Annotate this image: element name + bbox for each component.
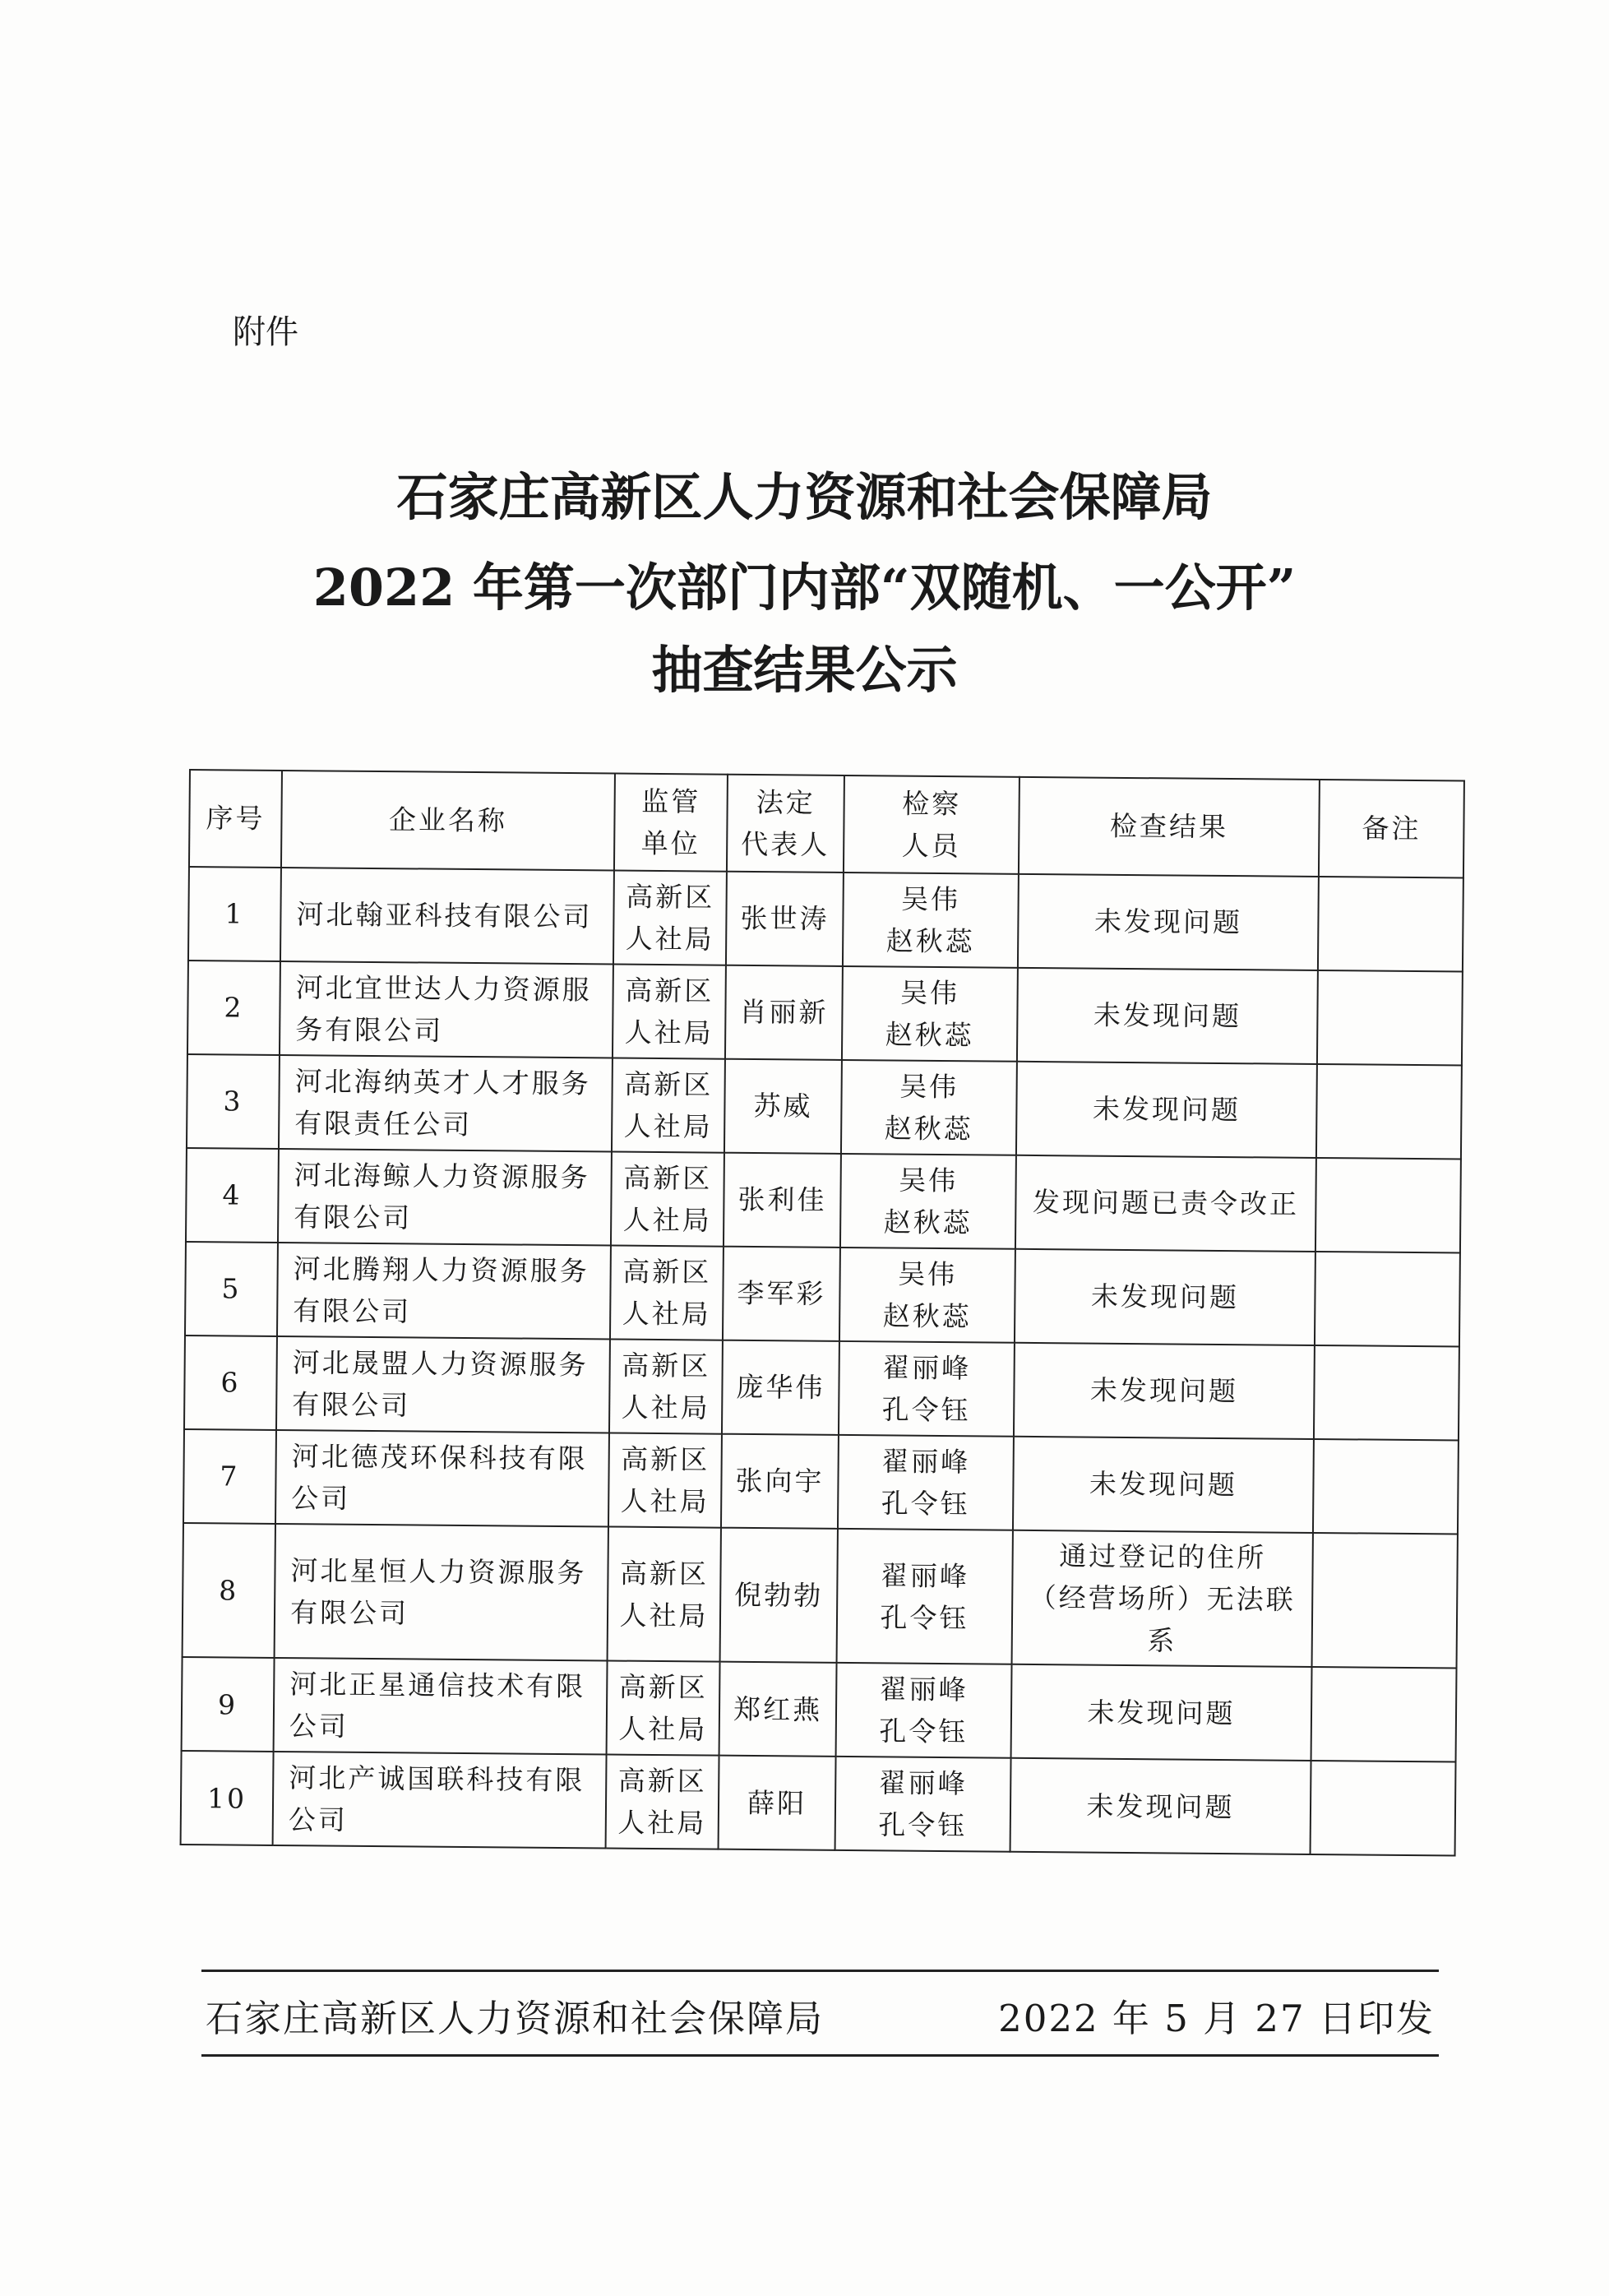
cell-inspector [840,1154,1016,1249]
supervisor-line2: 人社局 [622,1297,711,1331]
supervisor-line2: 人社局 [619,1599,709,1632]
cell-remarks [1315,1158,1461,1253]
supervisor-line1: 高新区 [623,1161,713,1195]
cell-result [1018,874,1319,970]
cell-seq: 1 [188,867,281,961]
table-row [185,1242,1460,1347]
result-line1: 通过登记的住所 [1059,1539,1267,1574]
result-line1: 未发现问题 [1093,999,1242,1033]
company-line1: 河北星恒人力资源服务 [290,1553,587,1589]
cell-inspector [837,1529,1013,1664]
cell-seq: 6 [184,1335,277,1430]
document-title-line-1: 石家庄高新区人力资源和社会保障局 [396,467,1213,527]
supervisor-line2: 人社局 [625,922,714,956]
supervisor-line1: 高新区 [621,1442,710,1476]
company-line1: 河北正星通信技术有限 [289,1668,586,1703]
header-inspector-line1: 检察 [901,787,962,821]
company-line2: 有限公司 [292,1388,411,1422]
company-line2: 公司 [288,1803,349,1837]
result-line1: 未发现问题 [1090,1280,1240,1314]
supervisor-line2: 人社局 [617,1807,707,1840]
cell-result [1016,1062,1317,1158]
inspector-line1: 吴伟 [898,1257,958,1291]
result-line2: （经营场所）无法联系 [1029,1581,1296,1657]
cell-supervisor [610,1245,724,1340]
supervisor-line1: 高新区 [617,1764,707,1798]
cell-inspector [835,1757,1011,1852]
cell-seq: 2 [187,961,280,1055]
footer-issuer: 石家庄高新区人力资源和社会保障局 [206,1997,825,2040]
result-line1: 未发现问题 [1087,1696,1236,1729]
cell-remarks [1312,1533,1458,1669]
cell-seq: 4 [186,1148,279,1243]
cell-legal-rep: 倪勃勃 [720,1528,838,1664]
inspector-line1: 吴伟 [899,976,960,1010]
cell-supervisor [608,1433,722,1527]
cell-legal-rep: 苏威 [724,1059,842,1154]
header-legal-rep [727,775,844,873]
table-row [184,1335,1459,1441]
cell-remarks [1317,970,1463,1066]
cell-seq: 3 [187,1054,280,1149]
header-supervisor [614,774,728,872]
inspector-line2: 孔令钰 [881,1487,970,1521]
result-line1: 未发现问题 [1089,1468,1238,1502]
supervisor-line1: 高新区 [624,1067,714,1101]
company-line1: 河北海纳英才人才服务 [294,1064,591,1100]
cell-legal-rep: 李军彩 [723,1247,840,1341]
cell-inspector [842,966,1018,1062]
cell-seq: 10 [181,1751,274,1845]
cell-result [1015,1155,1316,1252]
header-legal-rep-line2: 代表人 [741,827,830,861]
cell-company [276,1336,610,1433]
cell-supervisor [609,1339,723,1433]
cell-company [277,1243,611,1340]
result-line1: 未发现问题 [1089,1374,1239,1408]
company-line2: 有限公司 [294,1201,413,1234]
cell-seq: 8 [183,1523,275,1658]
document-title-line-3: 抽查结果公示 [651,640,958,700]
header-supervisor-line1: 监管 [641,785,701,818]
cell-result [1010,1758,1311,1854]
cell-result [1015,1249,1315,1345]
inspector-line1: 吴伟 [900,882,961,916]
cell-remarks [1314,1345,1459,1441]
company-line2: 公司 [289,1710,349,1743]
header-inspector [844,775,1019,874]
cell-company [274,1658,608,1755]
result-line1: 未发现问题 [1093,905,1243,939]
cell-result [1012,1530,1313,1668]
supervisor-line1: 高新区 [618,1670,708,1704]
cell-remarks [1311,1761,1456,1856]
cell-inspector [836,1663,1012,1758]
company-line1: 河北海鲸人力资源服务 [294,1158,590,1194]
cell-remarks [1315,1252,1460,1347]
company-line1: 河北腾翔人力资源服务 [293,1252,590,1288]
inspector-line2: 赵秋蕊 [885,924,975,958]
cell-supervisor [606,1755,719,1849]
cell-company [275,1430,609,1527]
cell-legal-rep: 张向宇 [721,1434,839,1529]
inspector-line1: 翟丽峰 [882,1351,972,1385]
inspector-line1: 翟丽峰 [878,1766,968,1800]
table-row [187,961,1463,1066]
cell-company [278,1149,612,1246]
supervisor-line1: 高新区 [625,880,715,914]
supervisor-line2: 人社局 [621,1391,710,1424]
inspector-line1: 翟丽峰 [881,1445,971,1479]
header-remarks-label: 备注 [1362,812,1422,845]
inspector-line2: 赵秋蕊 [885,1018,974,1052]
table-row [181,1751,1456,1856]
header-inspector-line2: 人员 [901,829,961,863]
company-line2: 有限责任公司 [294,1107,473,1141]
inspector-line2: 赵秋蕊 [884,1112,973,1146]
inspector-line2: 孔令钰 [878,1808,968,1842]
table-row [187,1054,1462,1160]
company-line2: 务有限公司 [295,1013,444,1047]
cell-legal-rep: 庞华伟 [722,1340,839,1435]
cell-legal-rep: 张利佳 [724,1153,841,1248]
company-line2: 有限公司 [289,1595,409,1630]
inspection-results-table [180,769,1465,1857]
cell-supervisor [608,1526,721,1662]
cell-remarks [1316,1064,1462,1160]
header-remarks [1319,780,1464,878]
supervisor-line1: 高新区 [625,974,714,1007]
inspector-line2: 孔令钰 [881,1393,971,1427]
cell-seq: 9 [182,1657,275,1752]
cell-company [275,1524,608,1661]
result-line1: 未发现问题 [1092,1093,1241,1127]
header-legal-rep-line1: 法定 [756,785,816,819]
company-line1: 河北宜世达人力资源服 [295,971,592,1007]
cell-legal-rep: 张世涛 [726,872,844,966]
cell-company [273,1752,607,1849]
inspector-line2: 赵秋蕊 [882,1299,972,1333]
cell-legal-rep: 郑红燕 [719,1662,837,1757]
inspector-line2: 孔令钰 [880,1601,969,1635]
company-line2: 公司 [291,1482,351,1515]
supervisor-line2: 人社局 [622,1203,712,1237]
header-company [281,771,615,871]
header-result-label: 检查结果 [1109,810,1229,844]
table-header-row [189,770,1464,878]
footer-issue-date: 2022 年 5 月 27 日印发 [998,1997,1435,2040]
annex-label: 附件 [233,313,298,351]
cell-remarks [1313,1439,1459,1535]
header-seq-label: 序号 [206,802,266,836]
company-line1: 河北产诚国联科技有限 [289,1761,585,1797]
cell-result [1013,1437,1314,1533]
inspector-line2: 孔令钰 [879,1715,969,1748]
table-row [186,1148,1461,1253]
supervisor-line2: 人社局 [624,1016,714,1049]
cell-supervisor [613,871,727,965]
cell-seq: 5 [185,1242,278,1336]
header-seq [189,770,282,868]
company-line1: 河北德茂环保科技有限 [291,1439,588,1475]
cell-inspector [838,1435,1014,1530]
cell-supervisor [613,965,726,1059]
cell-inspector [839,1248,1015,1343]
document-title-line-2: 2022 年第一次部门内部“双随机、一公开” [312,558,1297,618]
result-line1: 发现问题已责令改正 [1032,1186,1300,1221]
inspector-line1: 翟丽峰 [880,1558,970,1592]
header-company-label: 企业名称 [388,803,508,837]
inspector-line2: 赵秋蕊 [883,1206,973,1239]
cell-company [280,868,614,965]
table-row [183,1429,1459,1535]
footer-top-rule [201,1970,1439,1972]
header-result [1019,777,1320,877]
cell-legal-rep: 肖丽新 [725,965,843,1060]
supervisor-line2: 人社局 [623,1109,713,1143]
table-row [188,867,1463,972]
supervisor-line1: 高新区 [622,1349,711,1382]
table-row [183,1523,1458,1669]
cell-supervisor [611,1152,724,1247]
supervisor-line1: 高新区 [619,1557,710,1590]
inspector-line1: 翟丽峰 [879,1673,969,1706]
header-supervisor-line2: 单位 [640,826,700,860]
cell-company [280,961,613,1058]
cell-result [1011,1664,1312,1761]
cell-inspector [839,1341,1015,1437]
cell-supervisor [607,1661,720,1756]
result-line1: 未发现问题 [1086,1789,1235,1823]
cell-inspector [841,1060,1017,1155]
inspector-line1: 吴伟 [899,1070,959,1104]
cell-inspector [843,873,1019,968]
supervisor-line2: 人社局 [620,1484,710,1518]
cell-result [1014,1343,1315,1439]
cell-supervisor [612,1058,725,1153]
inspector-line1: 吴伟 [899,1164,959,1197]
cell-company [279,1055,613,1152]
company-line1: 河北晟盟人力资源服务 [292,1345,589,1382]
supervisor-line2: 人社局 [618,1713,708,1746]
cell-remarks [1318,877,1463,972]
cell-remarks [1311,1667,1457,1762]
supervisor-line1: 高新区 [622,1255,712,1289]
cell-legal-rep: 薛阳 [719,1756,836,1850]
cell-seq: 7 [183,1429,276,1524]
table-row [182,1657,1457,1762]
cell-result [1017,968,1318,1064]
footer-bottom-rule [201,2054,1439,2057]
company-line1: 河北翰亚科技有限公司 [296,898,593,933]
company-line2: 有限公司 [293,1294,412,1328]
